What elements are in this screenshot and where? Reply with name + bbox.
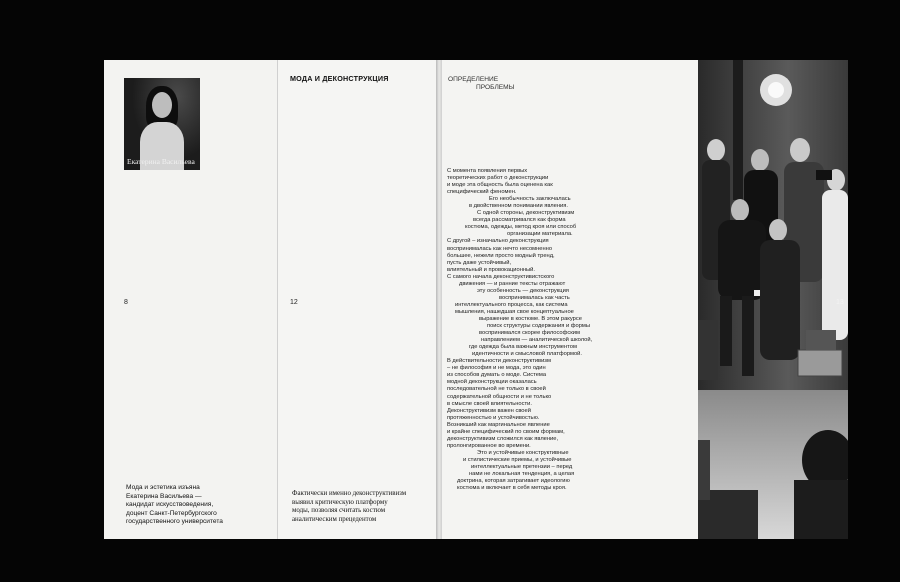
body-line: С момента появления первых <box>447 168 528 174</box>
page-number-right: 13 <box>836 299 844 306</box>
body-line: воспринималась как часть <box>499 294 570 301</box>
body-line: нами не локальная тенденция, а целая <box>469 471 575 478</box>
body-line: С одной стороны, деконструктивизм <box>477 210 575 217</box>
text-page <box>442 60 698 539</box>
body-line: Его необычность заключалась <box>489 196 571 203</box>
body-line: интеллектуальные претензии – перед <box>471 463 573 470</box>
section-title: МОДА И ДЕКОНСТРУКЦИЯ <box>290 74 389 83</box>
body-line: где одежда была важным инструментом <box>469 344 577 351</box>
body-line: Деконструктивизм важен своей <box>447 407 531 414</box>
body-line: выражение в костюме. В этом ракурсе <box>479 315 582 322</box>
body-line: деконструктивизм сложился как явление, <box>447 435 559 442</box>
body-line: костюма, одежды, метод кроя или способ <box>465 224 577 231</box>
body-line: идентичности и смысловой платформой. <box>472 351 582 358</box>
body-line: и моде эта общность была оценена как <box>447 182 553 189</box>
body-line: теоретических работ о деконструкции <box>447 175 549 182</box>
body-line: пусть даже устойчивый, <box>447 259 512 266</box>
left-page <box>104 60 278 539</box>
body-line: всегда рассматривался как форма <box>473 217 566 224</box>
body-line: доктрина, которая затрагивает идеологию <box>457 478 570 485</box>
author-caption: Мода и эстетика изъяна Екатерина Васильева — кандидат искусствоведения, доцент Санкт-Петербургского государственного университета <box>126 484 223 526</box>
open-book-spread <box>104 60 844 539</box>
section-subtitle: ОПРЕДЕЛЕНИЕ ПРОБЛЕМЫ <box>448 76 515 91</box>
body-line: в двойственном понимании явления. <box>469 203 568 210</box>
photo-page <box>698 60 848 539</box>
body-line: интеллектуального процесса, как система <box>455 301 568 308</box>
body-line: С самого начала деконструктивистского <box>447 273 555 280</box>
body-line: эту особенность — деконструкция <box>477 287 569 294</box>
body-line: воспринималась как нечто несомненно <box>447 245 553 252</box>
body-line: в смысле своей влиятельности. <box>447 400 532 407</box>
body-line: и крайне специфический по своим формам, <box>447 428 565 435</box>
page-number-left: 8 <box>124 299 128 306</box>
portrait-name: Екатерина Васильева <box>127 157 195 166</box>
body-line: содержательной общности и не только <box>447 393 552 400</box>
body-line: модной деконструкции оказалась <box>447 379 537 386</box>
body-line: поиск структуры содержания и формы <box>487 323 590 330</box>
body-line: движения — и ранние тексты отражают <box>459 280 566 287</box>
fashion-show-photo <box>698 60 848 539</box>
body-line: костюма и включает в себя методы кроя. <box>457 485 567 492</box>
body-text <box>447 168 597 492</box>
body-line: направлением — аналитической школой, <box>481 337 593 344</box>
body-line: С другой – изначально деконструкция <box>447 238 549 245</box>
body-line: воспринимался скорее философским <box>479 330 580 337</box>
page-number-middle: 12 <box>290 299 298 306</box>
body-line: пролонгированное во времени. <box>447 442 531 449</box>
body-line: влиятельный и провокационный. <box>447 266 535 273</box>
body-line: мышления, нашедшая свое концептуальное <box>455 308 574 315</box>
title-page <box>278 60 436 539</box>
body-line: специфический феномен. <box>447 189 517 196</box>
body-line: Это и устойчивые конструктивные <box>477 449 569 456</box>
author-portrait <box>124 78 200 170</box>
pull-quote: Фактически именно деконструктивизм выявил критическую платформу моды, позволяя считать костюм аналитическим прецедентом <box>292 490 407 523</box>
body-line: из способов думать о моде. Система <box>447 372 547 379</box>
body-line: протяженностью и устойчивостью. <box>447 414 540 421</box>
body-line: организации материала. <box>507 231 573 238</box>
body-line: большее, нежели просто модный тренд, <box>447 252 555 259</box>
body-line: Возникший как маргинальное явление <box>447 421 550 428</box>
body-line: последовательной не только в своей <box>447 386 546 393</box>
body-line: В действительности деконструктивизм <box>447 358 551 365</box>
body-line: – не философия и не мода, это один <box>447 365 546 372</box>
body-line: и стилистические приемы, и устойчивые <box>463 456 572 463</box>
